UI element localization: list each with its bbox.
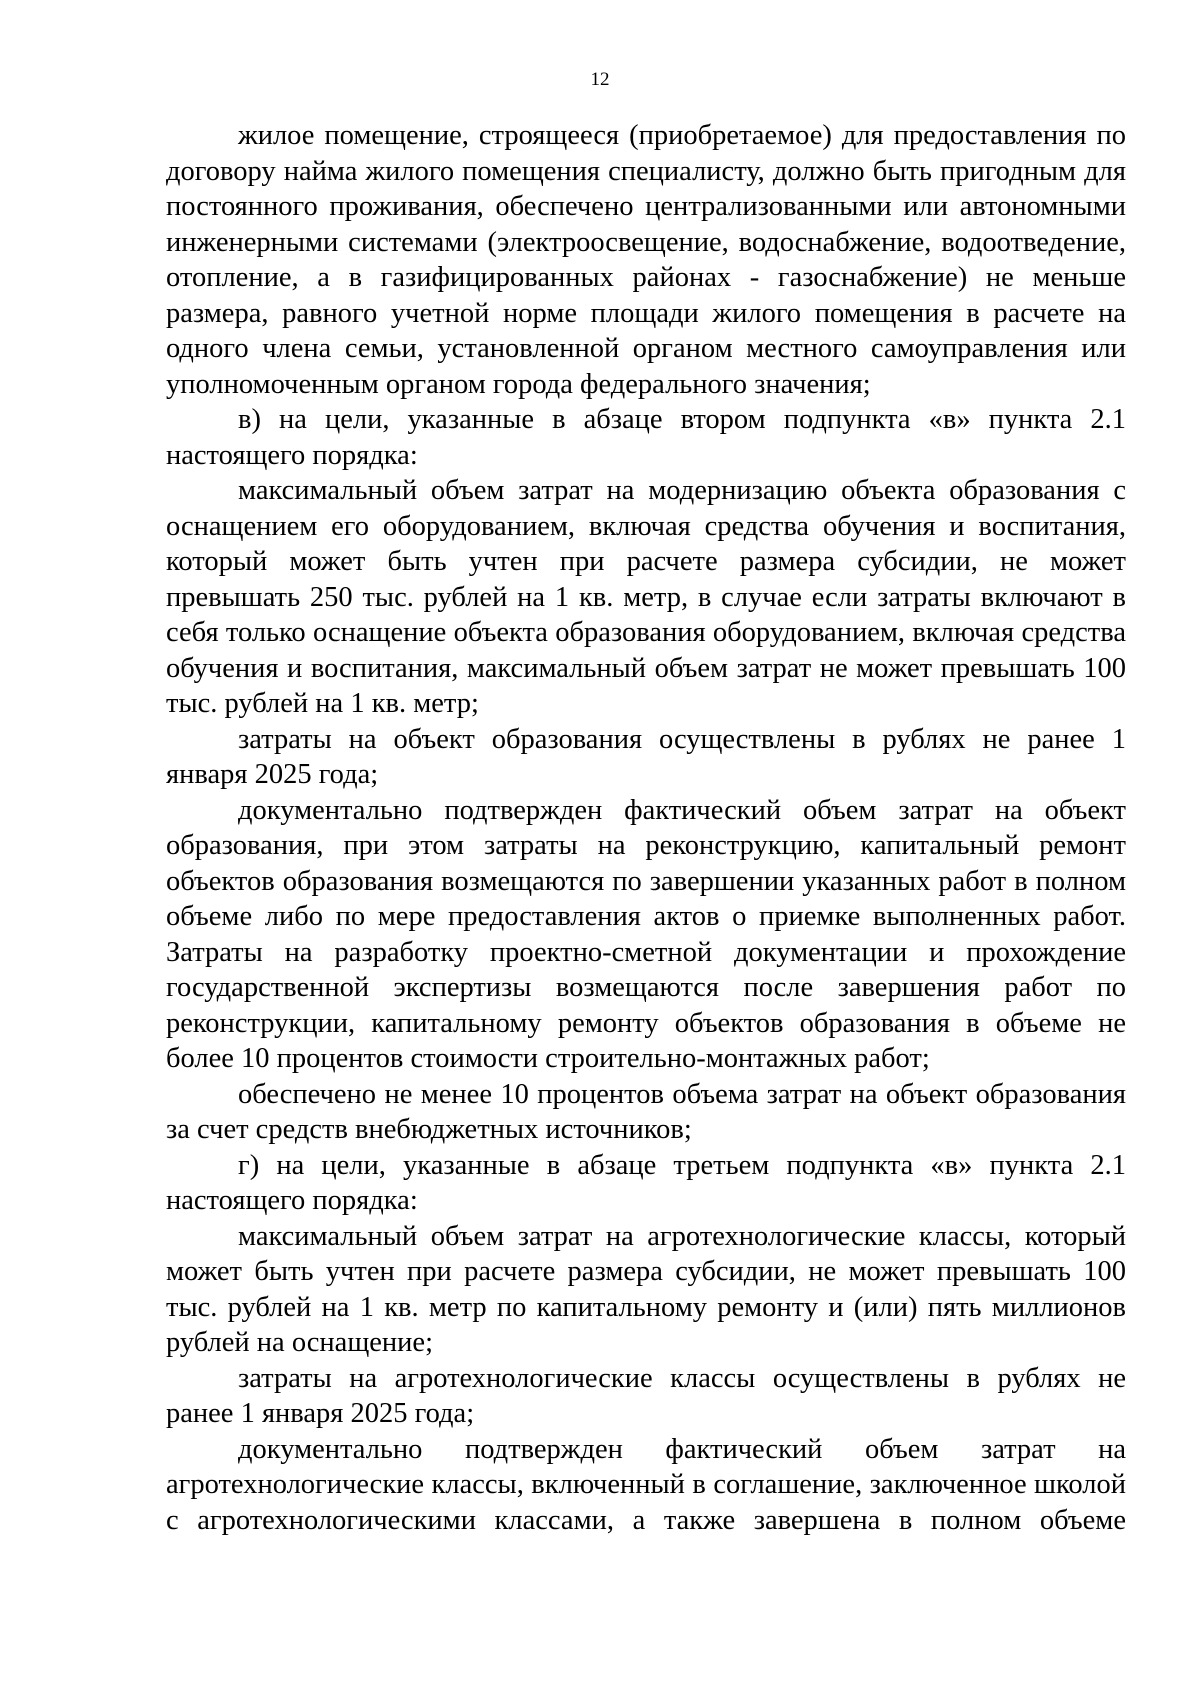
paragraph-costs-date-education: затраты на объект образования осуществлены в рублях не ранее 1 января 2025 года;: [166, 723, 1126, 790]
paragraph-housing-requirements: жилое помещение, строящееся (приобретаемое) для предоставления по договору найма жилого помещения специалисту, должно быть пригодным для постоянного проживания, обеспечено централизованными или автономными инженерными системами (электроосвещение, водоснабжение, водоотведение, отопление, а в газифицированных районах - газоснабжение) не меньше размера, равного учетной норме площади жилого помещения в расчете на одного члена семьи, установленной органом местного самоуправления или уполномоченным органом города федерального значения;: [166, 120, 1126, 400]
paragraph-max-agro-costs: максимальный объем затрат на агротехнологические классы, который может быть учтен при расчете размера субсидии, не может превышать 100 тыс. рублей на 1 кв. метр по капитальному ремонту и (или) пять миллионов рублей на оснащение;: [166, 1220, 1126, 1358]
page-number: 12: [590, 69, 610, 90]
document-body: [166, 118, 1126, 1538]
paragraph-subitem-g: г) на цели, указанные в абзаце третьем подпункта «в» пункта 2.1 настоящего порядка:: [166, 1149, 1126, 1216]
paragraph-max-modernization-costs: максимальный объем затрат на модернизацию объекта образования с оснащением его оборудованием, включая средства обучения и воспитания, который может быть учтен при расчете размера субсидии, не может превышать 250 тыс. рублей на 1 кв. метр, в случае если затраты включают в себя только оснащение объекта образования оборудованием, включая средства обучения и воспитания, максимальный объем затрат не может превышать 100 тыс. рублей на 1 кв. метр;: [166, 475, 1126, 719]
paragraph-subitem-v: в) на цели, указанные в абзаце втором подпункта «в» пункта 2.1 настоящего порядка:: [166, 404, 1126, 471]
paragraph-extrabudgetary-funding: обеспечено не менее 10 процентов объема затрат на объект образования за счет средств внебюджетных источников;: [166, 1078, 1126, 1145]
paragraph-documented-costs-education: документально подтвержден фактический объем затрат на объект образования, при этом затраты на реконструкцию, капитальный ремонт объектов образования возмещаются по завершении указанных работ в полном объеме либо по мере предоставления актов о приемке выполненных работ. Затраты на разработку проектно-сметной документации и прохождение государственной экспертизы возмещаются после завершения работ по реконструкции, капитальному ремонту объектов образования в объеме не более 10 процентов стоимости строительно-монтажных работ;: [166, 794, 1126, 1074]
paragraph-costs-date-agro: затраты на агротехнологические классы осуществлены в рублях не ранее 1 января 2025 года;: [166, 1362, 1126, 1429]
paragraph-documented-costs-agro: документально подтвержден фактический объем затрат на агротехнологические классы, включенный в соглашение, заключенное школой с агротехнологическими классами, а также завершена в полном объеме: [166, 1433, 1126, 1536]
